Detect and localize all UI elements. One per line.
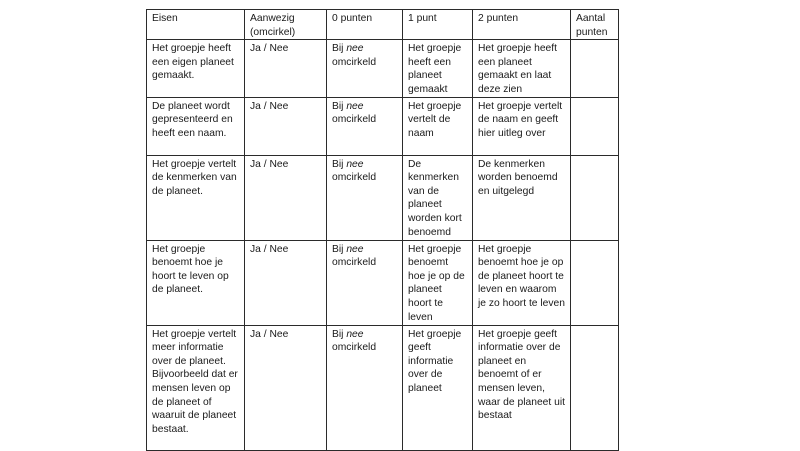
table-row (147, 155, 619, 240)
zero-prefix: Bij (332, 243, 344, 255)
header-row (147, 10, 619, 40)
zero-prefix: Bij (332, 100, 344, 112)
criterion-cell: Het groepje vertelt de kenmerken van de planeet. (147, 155, 245, 240)
zero-prefix: Bij (332, 43, 344, 55)
one-point-cell: Het groepje benoemt hoe je op de planeet hoort te leven (403, 240, 473, 325)
zero-suffix: omcirkeld (332, 257, 377, 269)
header-criteria: Eisen (147, 10, 245, 40)
zero-suffix: omcirkeld (332, 114, 377, 126)
zero-emphasis: nee (346, 100, 364, 112)
two-points-cell: Het groepje vertelt de naam en geeft hier uitleg over (473, 97, 571, 155)
total-points-cell (571, 325, 619, 450)
table-row (147, 97, 619, 155)
present-cell: Ja / Nee (245, 40, 327, 97)
zero-suffix: omcirkeld (332, 342, 377, 354)
total-points-cell (571, 40, 619, 97)
header-present: Aanwezig (omcirkel) (245, 10, 327, 40)
zero-points-cell (327, 155, 403, 240)
two-points-cell: De kenmerken worden benoemd en uitgelegd (473, 155, 571, 240)
criterion-cell: Het groepje heeft een eigen planeet gemaakt. (147, 40, 245, 97)
total-points-cell (571, 97, 619, 155)
header-zero-points: 0 punten (327, 10, 403, 40)
two-points-cell: Het groepje benoemt hoe je op de planeet hoort te leven en waarom je zo hoort te leven (473, 240, 571, 325)
header-one-point: 1 punt (403, 10, 473, 40)
present-cell: Ja / Nee (245, 155, 327, 240)
header-total-points: Aantal punten (571, 10, 619, 40)
criterion-cell: Het groepje benoemt hoe je hoort te leven op de planeet. (147, 240, 245, 325)
zero-suffix: omcirkeld (332, 172, 377, 184)
one-point-cell: Het groepje geeft informatie over de planeet (403, 325, 473, 450)
one-point-cell: Het groepje heeft een planeet gemaakt (403, 40, 473, 97)
zero-points-cell (327, 325, 403, 450)
present-cell: Ja / Nee (245, 240, 327, 325)
zero-suffix: omcirkeld (332, 56, 377, 68)
two-points-cell: Het groepje geeft informatie over de planeet en benoemt of er mensen leven, waar de planeet uit bestaat (473, 325, 571, 450)
zero-points-cell (327, 97, 403, 155)
criterion-cell: Het groepje vertelt meer informatie over de planeet. Bijvoorbeeld dat er mensen leven op de planeet of waaruit de planeet bestaat. (147, 325, 245, 450)
criterion-cell: De planeet wordt gepresenteerd en heeft een naam. (147, 97, 245, 155)
two-points-cell: Het groepje heeft een planeet gemaakt en laat deze zien (473, 40, 571, 97)
one-point-cell: De kenmerken van de planeet worden kort benoemd (403, 155, 473, 240)
table-row (147, 325, 619, 450)
table-row (147, 40, 619, 97)
table-row (147, 240, 619, 325)
present-cell: Ja / Nee (245, 97, 327, 155)
rubric-table (146, 9, 619, 451)
total-points-cell (571, 155, 619, 240)
zero-emphasis: nee (346, 328, 364, 340)
zero-prefix: Bij (332, 328, 344, 340)
present-cell: Ja / Nee (245, 325, 327, 450)
one-point-cell: Het groepje vertelt de naam (403, 97, 473, 155)
zero-points-cell (327, 240, 403, 325)
total-points-cell (571, 240, 619, 325)
zero-points-cell (327, 40, 403, 97)
zero-emphasis: nee (346, 43, 364, 55)
zero-prefix: Bij (332, 158, 344, 170)
zero-emphasis: nee (346, 158, 364, 170)
header-two-points: 2 punten (473, 10, 571, 40)
zero-emphasis: nee (346, 243, 364, 255)
